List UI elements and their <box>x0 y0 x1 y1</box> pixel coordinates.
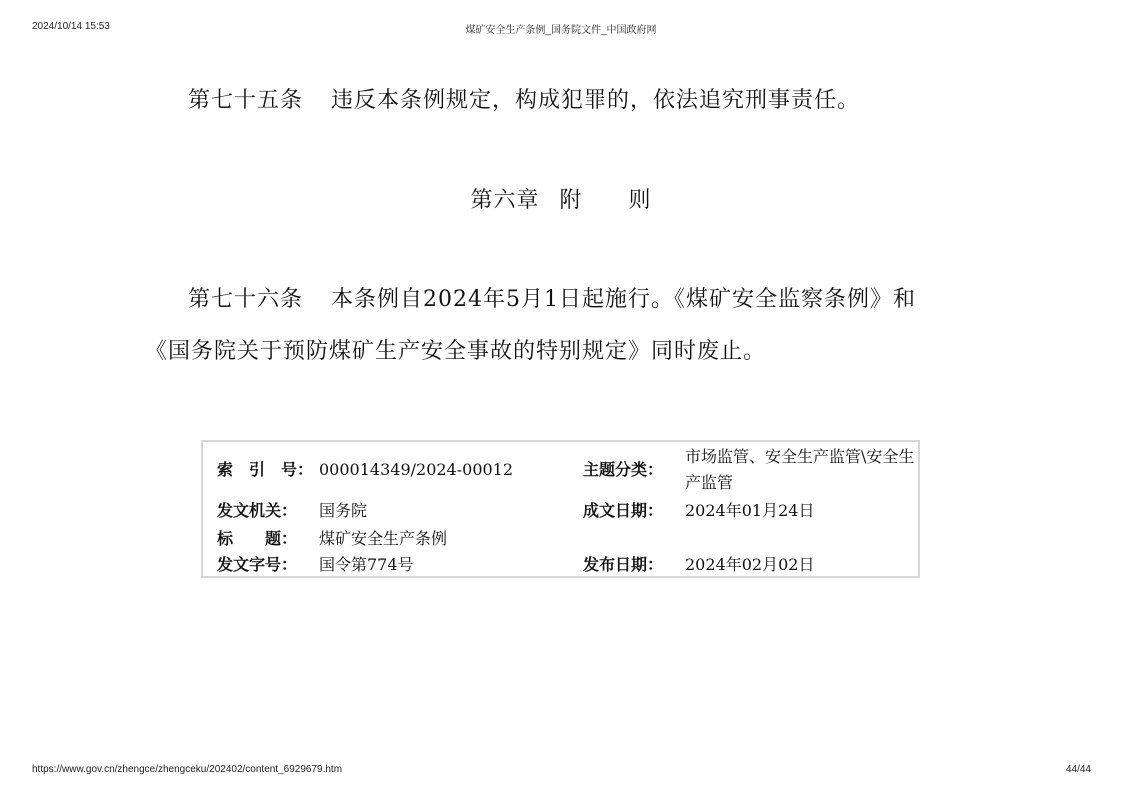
article-75 <box>188 86 860 116</box>
publish-date-label: 发布日期： <box>583 555 664 574</box>
title-value: 煤矿安全生产条例 <box>319 529 448 548</box>
document-info-table <box>201 440 920 578</box>
index-number-label: 索 引 号： <box>217 460 314 479</box>
print-url: https://www.gov.cn/zhengce/zhengceku/202402/content_6929679.htm <box>32 764 343 775</box>
index-number-value: 000014349/2024-00012 <box>319 460 514 479</box>
publish-date-value: 2024年02月02日 <box>685 555 815 574</box>
print-page-number: 44/44 <box>1065 764 1091 775</box>
article-76-text-1: 本条例自2024年5月1日起施行。《煤矿安全监察条例》和 <box>331 287 916 312</box>
article-76-number: 第七十六条 <box>188 287 304 312</box>
chapter-heading <box>0 186 1122 216</box>
date-written-label: 成文日期： <box>583 501 664 520</box>
doc-number-value: 国令第774号 <box>319 555 414 574</box>
print-page-title: 煤矿安全生产条例_国务院文件_中国政府网 <box>465 25 657 36</box>
article-76-line-2 <box>145 337 766 367</box>
article-76-text-2: 《国务院关于预防煤矿生产安全事故的特别规定》同时废止。 <box>145 339 767 364</box>
doc-number-label: 发文字号： <box>217 555 298 574</box>
article-75-text: 违反本条例规定，构成犯罪的，依法追究刑事责任。 <box>331 88 861 113</box>
chapter-title: 附 则 <box>559 188 652 213</box>
issuer-label: 发文机关： <box>217 501 298 520</box>
title-label: 标 题： <box>217 529 298 548</box>
topic-value: 市场监管、安全生产监管\安全生产监管 <box>685 447 915 492</box>
article-76-line-1 <box>188 285 916 315</box>
issuer-value: 国务院 <box>319 501 368 520</box>
article-75-number: 第七十五条 <box>188 88 304 113</box>
date-written-value: 2024年01月24日 <box>685 501 815 520</box>
topic-label: 主题分类： <box>583 460 664 479</box>
chapter-number: 第六章 <box>470 188 540 213</box>
print-datetime: 2024/10/14 15:53 <box>32 21 110 32</box>
